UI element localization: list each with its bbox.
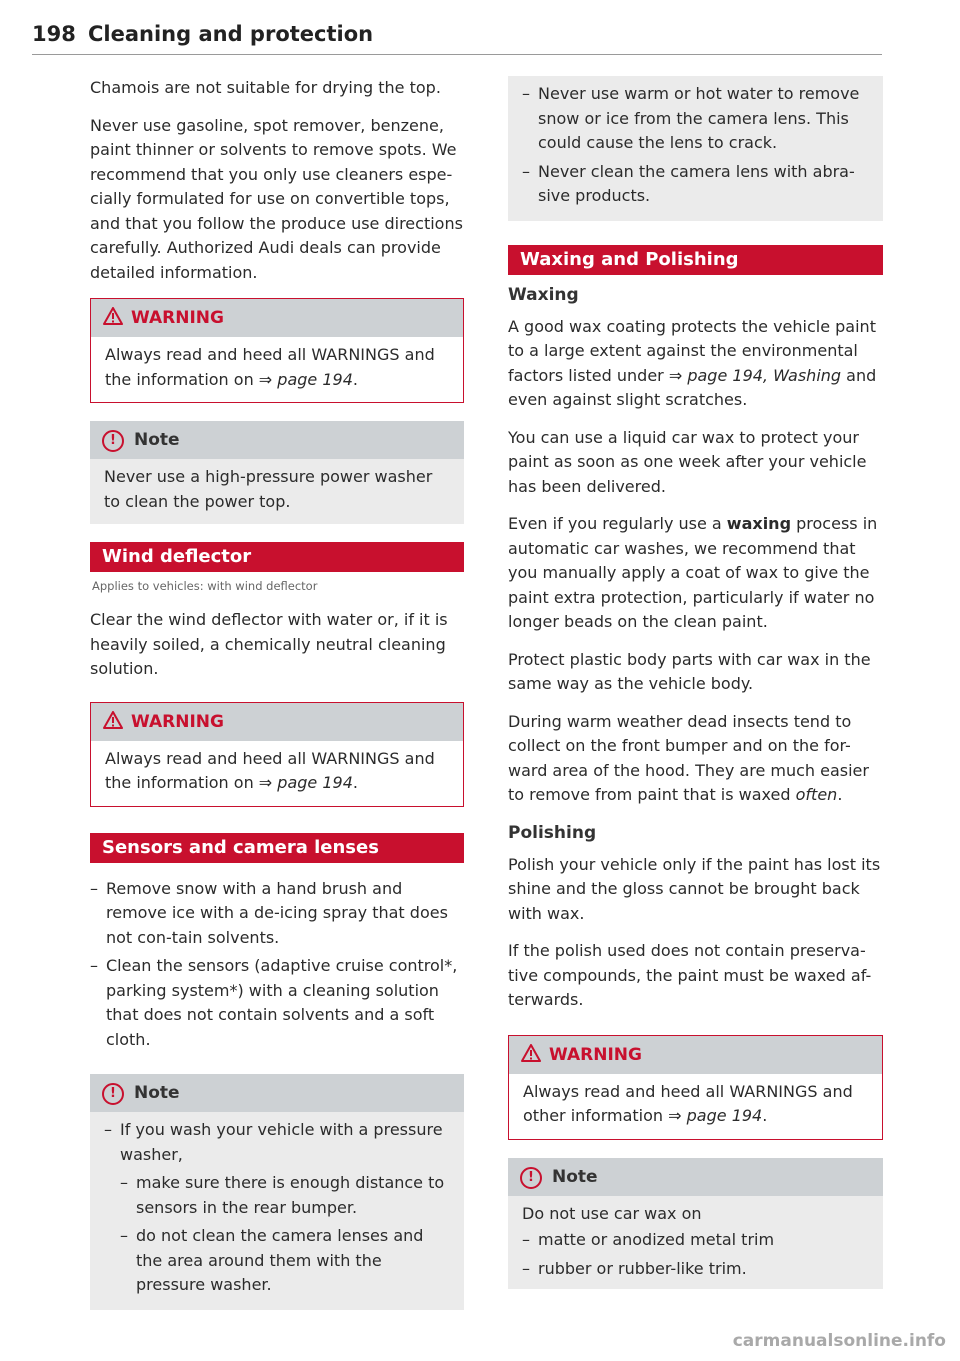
list-item: – make sure there is enough distance to sensors in the rear bumper.	[120, 1171, 450, 1220]
warning-header	[91, 703, 463, 741]
camera-lens-list	[522, 82, 869, 209]
warning-header	[91, 299, 463, 337]
note-list	[104, 1118, 450, 1298]
info-circle-icon: !	[102, 1083, 124, 1105]
paragraph: Polish your vehicle only if the paint has lost its shine and the gloss cannot be brought back with wax.	[508, 854, 881, 923]
continued-note-box	[508, 76, 883, 221]
paragraph: If the polish used does not contain preserva-tive compounds, the paint must be waxed af-terwards.	[508, 941, 872, 1009]
note-box	[90, 1074, 464, 1310]
paragraph: You can use a liquid car wax to protect your paint as soon as one week after your vehicle has been delivered.	[508, 427, 867, 496]
warning-box	[90, 702, 464, 807]
note-text: Do not use car wax on	[522, 1203, 702, 1223]
warning-text: Always read and heed all WARNINGS and the information on ⇒ page 194.	[105, 345, 435, 389]
paragraph: Protect plastic body parts with car wax in the same way as the vehicle body.	[508, 649, 871, 693]
right-column	[508, 76, 883, 1307]
note-box	[90, 421, 464, 524]
list-item: – rubber or rubber-like trim.	[522, 1257, 869, 1282]
warning-label: WARNING	[131, 711, 224, 732]
list-item: – Clean the sensors (adaptive cruise control*, parking system*) with a cleaning solution that does not contain solvents and a soft cloth.	[90, 954, 464, 1052]
page-header	[32, 22, 882, 62]
note-header	[90, 1074, 464, 1112]
note-text: Never use a high-pressure power washer to clean the power top.	[104, 467, 433, 511]
warning-box	[90, 298, 464, 403]
note-header	[90, 421, 464, 459]
page-reference-link[interactable]: ⇒ page 194	[258, 773, 353, 792]
note-label: Note	[134, 1083, 180, 1103]
paragraph: Chamois are not suitable for drying the top.	[90, 78, 441, 97]
left-column	[90, 76, 464, 1328]
warning-label: WARNING	[131, 308, 224, 328]
subheading-polishing: Polishing	[508, 822, 597, 843]
warning-text: Always read and heed all WARNINGS and the information on ⇒ page 194.	[105, 748, 435, 792]
info-circle-icon: !	[102, 430, 124, 452]
warning-label: WARNING	[549, 1044, 642, 1065]
page-reference-link[interactable]: ⇒ page 194, Washing	[668, 365, 842, 385]
paragraph: Clear the wind deflector with water or, if it is heavily soiled, a chemically neutral cleaning solution.	[90, 610, 448, 678]
paragraph: Even if you regularly use a waxing process in automatic car washes, we recommend that you manually apply a coat of wax to give the paint extra protection, particularly if water no longer beads on the clean paint.	[508, 514, 878, 631]
list-item: – If you wash your vehicle with a pressure washer, – make sure there is enough distance to sensors in the rear bumper. – do not clean the camera lenses and the area around them with the pressure washer.	[104, 1118, 450, 1298]
note-box	[508, 1158, 883, 1290]
watermark: carmanualsonline.info	[732, 1331, 946, 1351]
note-list	[522, 1228, 869, 1281]
warning-triangle-icon	[103, 711, 123, 729]
section-heading-wind-deflector: Wind deflector	[90, 542, 464, 572]
list-item: – Remove snow with a hand brush and remove ice with a de-icing spray that does not con-tain solvents.	[90, 877, 464, 951]
paragraph: Never use gasoline, spot remover, benzene, paint thinner or solvents to remove spots. We recommend that you only use cleaners espe-cially formulated for use on convertible tops, and that you follow the produce use directions carefully. Authorized Audi deals can provide detailed information.	[90, 115, 463, 282]
note-label: Note	[134, 430, 180, 450]
list-item: – do not clean the camera lenses and the area around them with the pressure washer.	[120, 1224, 450, 1298]
section-heading-sensors: Sensors and camera lenses	[90, 833, 464, 863]
list-item: – Never clean the camera lens with abra-sive products.	[522, 160, 869, 209]
paragraph: During warm weather dead insects tend to collect on the front bumper and on the for-ward area of the hood. They are much easier to remove from paint that is waxed often.	[508, 711, 869, 804]
note-label: Note	[552, 1166, 598, 1187]
warning-triangle-icon	[521, 1044, 541, 1062]
note-sublist	[120, 1171, 450, 1298]
sensor-list	[90, 877, 464, 1053]
warning-text: Always read and heed all WARNINGS and other information ⇒ page 194.	[523, 1081, 853, 1125]
info-circle-icon: !	[520, 1167, 542, 1189]
list-item: – matte or anodized metal trim	[522, 1228, 869, 1253]
section-heading-waxing-polishing: Waxing and Polishing	[508, 245, 883, 275]
page-reference-link[interactable]: ⇒ page 194	[668, 1106, 763, 1125]
header-rule	[32, 54, 882, 55]
chapter-title: Cleaning and protection	[88, 22, 374, 46]
applies-to-text: Applies to vehicles: with wind deflector	[92, 579, 318, 593]
page-number: 198	[32, 22, 76, 46]
warning-triangle-icon	[103, 307, 123, 325]
paragraph: A good wax coating protects the vehicle paint to a large extent against the environmental factors listed under ⇒ page 194, Washing and even against slight scratches.	[508, 316, 877, 409]
note-header	[508, 1158, 883, 1196]
list-item: – Never use warm or hot water to remove snow or ice from the camera lens. This could cause the lens to crack.	[522, 82, 869, 156]
warning-box	[508, 1035, 883, 1140]
page-reference-link[interactable]: ⇒ page 194	[258, 369, 353, 389]
warning-header	[509, 1036, 882, 1074]
subheading-waxing: Waxing	[508, 284, 579, 305]
